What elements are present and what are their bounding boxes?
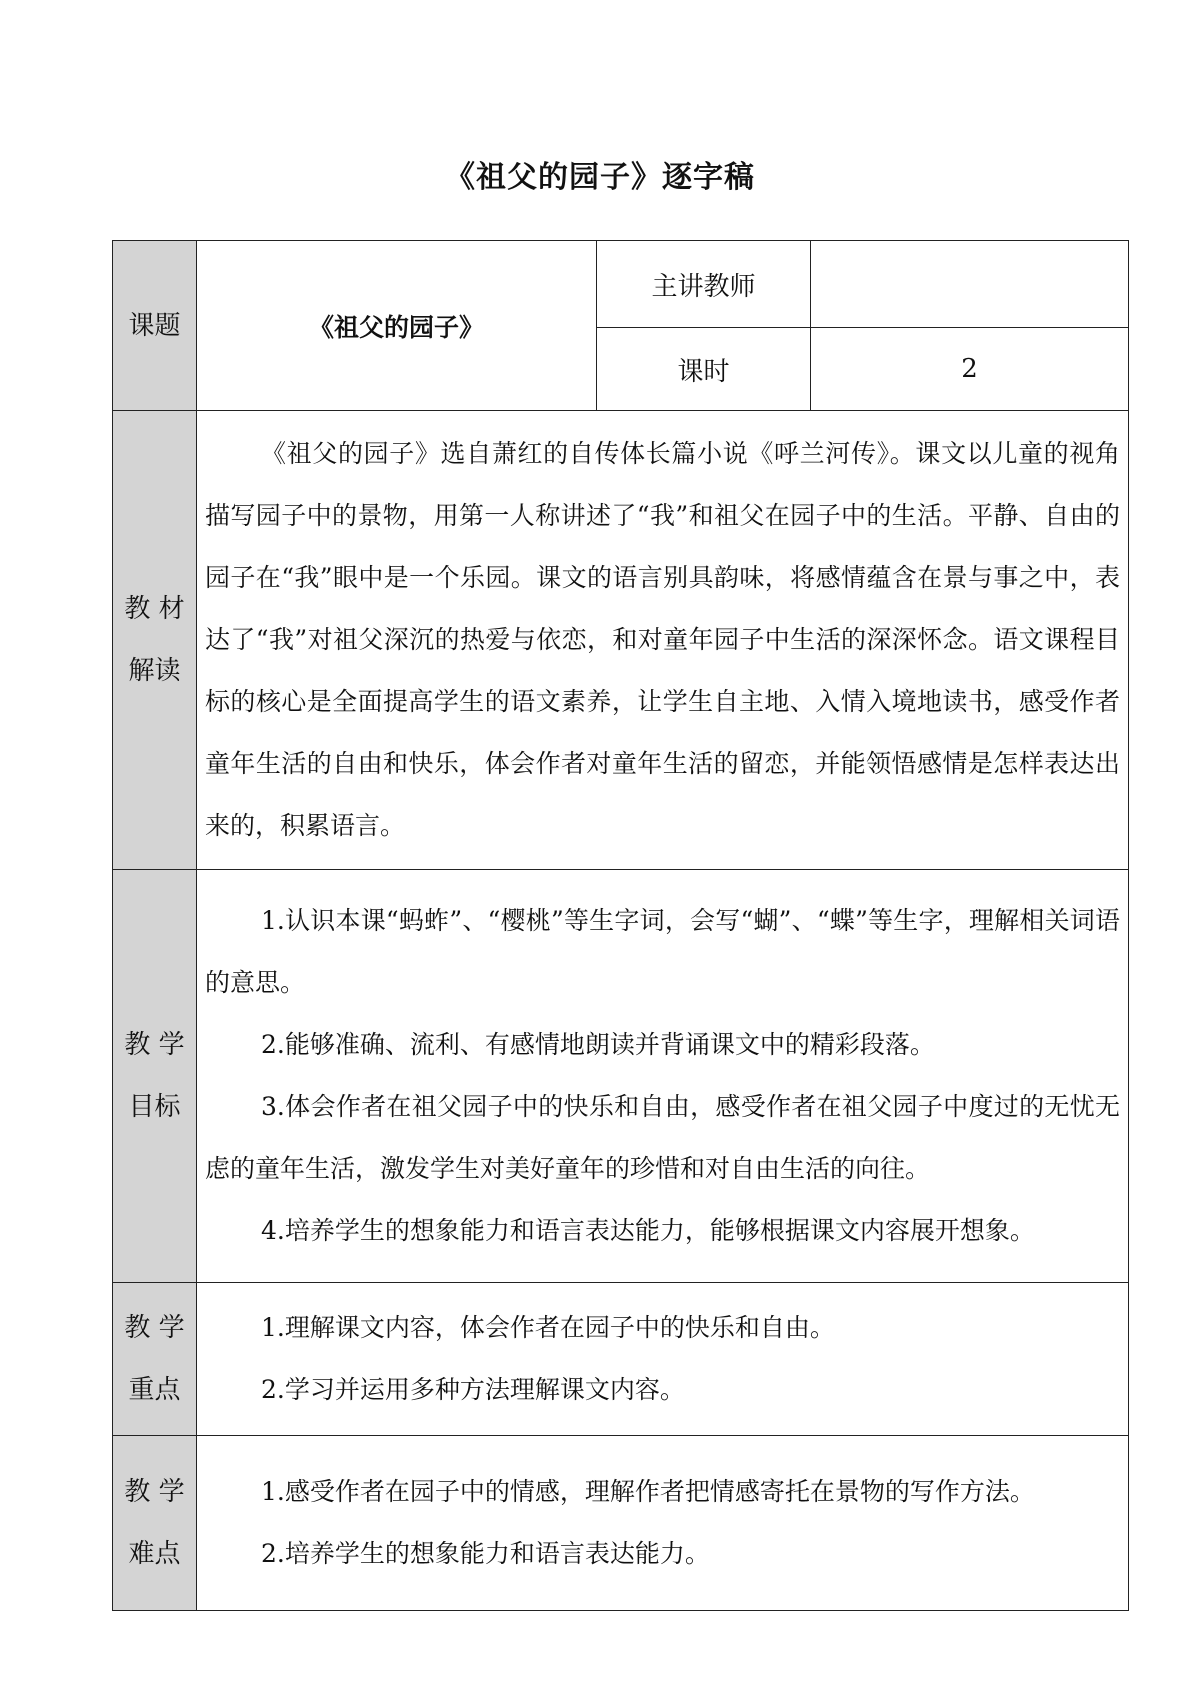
label-line: 教 材 <box>124 594 185 624</box>
goal-item: 4.培养学生的想象能力和语言表达能力，能够根据课文内容展开想象。 <box>261 1216 1035 1245</box>
key-point-item: 1.理解课文内容，体会作者在园子中的快乐和自由。 <box>261 1313 835 1342</box>
topic-label: 课题 <box>128 310 181 341</box>
label-line: 教 学 <box>124 1030 185 1060</box>
teaching-goals-label <box>113 870 197 1283</box>
teacher-value <box>811 241 1129 328</box>
document-title: 《祖父的园子》逐字稿 <box>445 160 755 195</box>
label-line: 教 学 <box>124 1313 185 1343</box>
key-point-item: 2.学习并运用多种方法理解课文内容。 <box>261 1375 685 1404</box>
topic-label-cell <box>113 241 197 411</box>
goal-item: 1.认识本课“蚂蚱”、“樱桃”等生字词，会写“蝴”、“蝶”等生字，理解相关词语的意思。 <box>205 906 1120 997</box>
textbook-reading-label <box>113 411 197 870</box>
hours-value: 2 <box>811 328 1129 411</box>
goal-item: 3.体会作者在祖父园子中的快乐和自由，感受作者在祖父园子中度过的无忧无虑的童年生活，激发学生对美好童年的珍惜和对自由生活的向往。 <box>205 1092 1120 1183</box>
header-row-teacher <box>113 241 1129 328</box>
difficulties-row <box>113 1436 1129 1611</box>
key-points-content <box>197 1283 1129 1436</box>
teaching-goals-content <box>197 870 1129 1283</box>
difficulties-label <box>113 1436 197 1611</box>
paragraph: 《祖父的园子》选自萧红的自传体长篇小说《呼兰河传》。课文以儿童的视角描写园子中的景物，用第一人称讲述了“我”和祖父在园子中的生活。平静、自由的园子在“我”眼中是一个乐园。课文的语言别具韵味，将感情蕴含在景与事之中，表达了“我”对祖父深沉的热爱与依恋，和对童年园子中生活的深深怀念。语文课程目标的核心是全面提高学生的语文素养，让学生自主地、入情入境地读书，感受作者童年生活的自由和快乐，体会作者对童年生活的留恋，并能领悟感情是怎样表达出来的，积累语言。 <box>205 439 1120 840</box>
textbook-reading-content <box>197 411 1129 870</box>
label-line: 教 学 <box>124 1477 185 1507</box>
goal-item: 2.能够准确、流利、有感情地朗读并背诵课文中的精彩段落。 <box>261 1030 935 1059</box>
lesson-plan-table <box>112 240 1129 1611</box>
difficulty-item: 1.感受作者在园子中的情感，理解作者把情感寄托在景物的写作方法。 <box>261 1477 1035 1506</box>
hours-label: 课时 <box>597 328 811 411</box>
difficulties-content <box>197 1436 1129 1611</box>
key-points-label <box>113 1283 197 1436</box>
key-points-row <box>113 1283 1129 1436</box>
textbook-reading-row <box>113 411 1129 870</box>
label-line: 难点 <box>128 1539 181 1569</box>
topic-value: 《祖父的园子》 <box>197 241 597 411</box>
teaching-goals-row <box>113 870 1129 1283</box>
label-line: 重点 <box>128 1375 181 1405</box>
teacher-label: 主讲教师 <box>597 241 811 328</box>
label-line: 解读 <box>128 656 181 686</box>
label-line: 目标 <box>128 1092 181 1122</box>
difficulty-item: 2.培养学生的想象能力和语言表达能力。 <box>261 1539 710 1568</box>
